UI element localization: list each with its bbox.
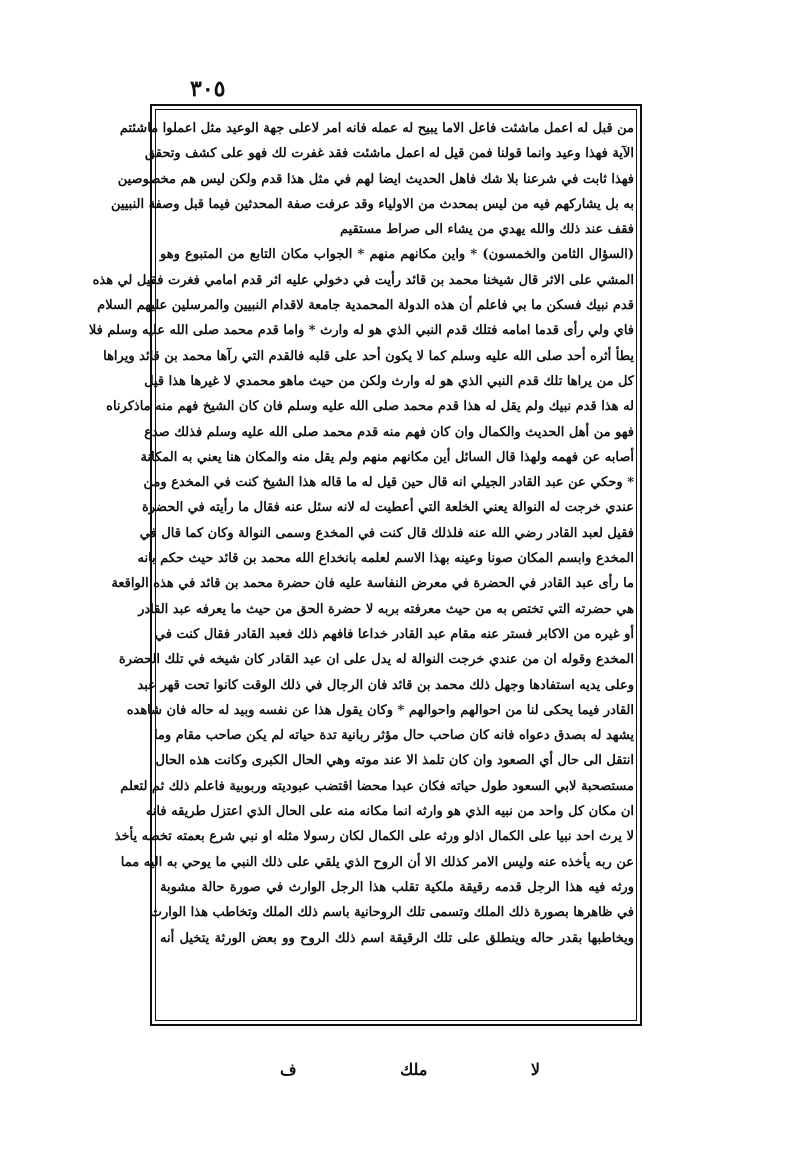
text-line: عن ربه يأخذه عنه وليس الامر كذلك الا أن الروح الذي يلقي على ذلك النبي ما يوحي به اليه مما	[120, 854, 634, 870]
text-line: له هذا قدم نبيك ولم يقل له هذا قدم محمد صلى الله عليه وسلم فان كان الشيخ فهم منه ماذكرناه	[106, 399, 634, 415]
text-line: مستصحبة لابي السعود طول حياته فكان عبدا محضا اقتضب عبوديته وربوبية فاعلم ذلك ثم لتعلم	[120, 778, 634, 794]
text-line: به بل يشاركهم فيه من ليس بمحدث من الاولياء وقد عرفت صفة المحدثين فيما قبل وصفة النبيين	[110, 196, 634, 212]
text-line: القادر فيما يحكى لنا من احوالهم واحوالهم * وكان يقول هذا عن نفسه وبيد له حاله فان شاهده	[126, 702, 634, 718]
text-line: كل من يراها تلك قدم النبي الذي هو له وارث ولكن من حيث ماهو محمدي لا غيرها هذا قيل	[144, 373, 634, 389]
text-line: المشي على الاثر قال شيخنا محمد بن قائد رأيت في دخولي عليه اثر قدم امامي فغرت فقيل لي هذه	[92, 272, 634, 288]
catchword: ف	[280, 1060, 297, 1079]
text-line: انتقل الى حال أي الصعود وان كان تلمذ الا عند موته وهي الحال الكبرى وكانت هذه الحال	[155, 753, 634, 769]
text-line: يشهد له بصدق دعواه فانه كان صاحب حال مؤثر ربانية تدة حياته لم يكن صاحب مقام وما	[153, 728, 634, 744]
text-line: فهذا ثابت في شرعنا بلا شك فاهل الحديث ايضا لهم في مثل هذا قدم ولكن ليس هم مخصوصين	[117, 171, 634, 187]
text-line: * وحكي عن عبد القادر الجيلي انه قال حين قيل له ما قاله هذا الشيخ كنت في المخدع ومن	[143, 475, 634, 491]
text-line: المخدع وابسم المكان صونا وعينه بهذا الاسم لعلمه بانخداع الله محمد بن قائد حيث حكم بانه	[137, 551, 634, 567]
text-line: أصابه عن فهمه ولهذا قال السائل أين مكانهم منهم ولم يقل منه والمكان هنا يعني به المكانة	[140, 449, 634, 465]
text-line: عندي خرجت له النوالة يعني الخلعة التي أعطيت له لانه سئل عنه فقال ما رأيته في الحضرة	[141, 500, 634, 516]
text-line: ويخاطبها بقدر حاله وينطلق على تلك الرقيقة اسم ذلك الروح وو بعض الورثة يتخيل أنه	[160, 930, 634, 946]
text-line: ان مكان كل واحد من نبيه الذي هو وارثه انما مكانه منه على الحال الذي اعتزل طريقه فانه	[145, 804, 634, 820]
catchword: لا	[530, 1060, 540, 1079]
text-line: (السؤال الثامن والخمسون) * واين مكانهم منهم * الجواب مكان التابع من المتبوع وهو	[160, 247, 634, 263]
text-line: في ظاهرها بصورة ذلك الملك وتسمى تلك الروحانية باسم ذلك الملك وتخاطب هذا الوارث	[149, 905, 634, 921]
catchwords-footer	[280, 1060, 540, 1079]
text-line: من قبل له اعمل ماشئت فاعل الاما يبيح له عمله فانه امر لاعلى جهة الوعيد مثل اعملوا ماشئتم	[119, 121, 634, 136]
page-number: ٣٠٥	[190, 76, 226, 102]
text-line: لا يرث احد نبيا على الكمال اذلو ورثه على الكمال لكان رسولا مثله او نبي شرع بعمته تخصه يأخذ	[114, 829, 634, 845]
text-line: فهو من أهل الحديث والكمال وان كان فهم منه قدم محمد صلى الله عليه وسلم فذلك صدع	[144, 424, 634, 440]
main-text-block	[88, 116, 634, 1016]
text-line: وعلى يديه استفادها وجهل ذلك محمد بن قائد فان الرجال في ذلك الوقت كانوا تحت قهر عبد	[137, 677, 634, 693]
text-line: ورثه فيه هذا الرجل قدمه رقيقة ملكية تقلب هذا الرجل الوارث في صورة حالة مشوبة	[160, 879, 634, 895]
catchword: ملك	[400, 1060, 428, 1079]
text-line: المخدع وقوله ان من عندي خرجت النوالة له يدل على ان عبد القادر كان شيخه في تلك الحضرة	[118, 652, 634, 668]
text-line: هي حضرته التي تختص به من حيث معرفته بربه لا حضرة الحق من حيث ما يعرفه عبد القادر	[138, 601, 634, 617]
text-line: فاي ولي رأى قدما امامه فتلك قدم النبي الذي هو له وارث * واما قدم محمد صلى الله عليه وسلم فلا	[88, 323, 634, 339]
text-line: قدم نبيك فسكن ما بي فاعلم أن هذه الدولة المحمدية جامعة لاقدام النبيين والمرسلين عليهم السلام	[97, 298, 634, 314]
text-line: الآية فهذا وعيد وانما قولنا فمن قيل له اعمل ماشئت فقد غفرت لك فهو على كشف وتحقق	[144, 146, 634, 162]
text-line: ما رأى عبد القادر في الحضرة في معرض النفاسة عليه فان حضرة محمد بن قائد في هذه الواقعة	[111, 576, 634, 592]
text-line: أو غيره من الاكابر فستر عنه مقام عبد القادر خداعا فافهم ذلك فعبد القادر فقال كنت في	[154, 626, 634, 642]
text-line: يطأ أثره أحد صلى الله عليه وسلم كما لا يكون أحد على قلبه فالقدم التي رآها محمد بن قائد ويراها	[103, 348, 634, 364]
text-line: فقيل لعبد القادر رضي الله عنه فلذلك قال كنت في المخدع وسمى النوالة وكان كما قال في	[139, 525, 634, 541]
text-line: فقف عند ذلك والله يهدي من يشاء الى صراط مستقيم	[340, 222, 634, 238]
